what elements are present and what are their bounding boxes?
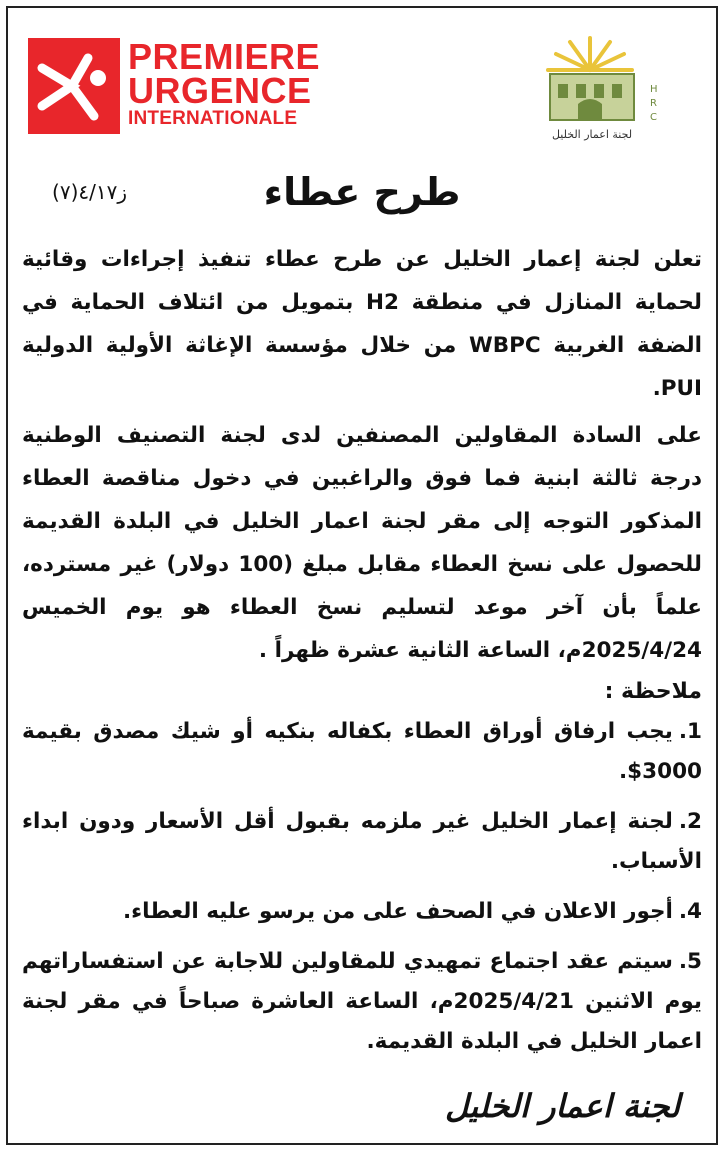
pui-emblem-icon (28, 38, 120, 134)
announcement-paragraph: تعلن لجنة إعمار الخليل عن طرح عطاء تنفيذ إجراءات وقائية لحماية المنازل في منطقة H2 بتمويل من ائتلاف الحماية في الضفة الغربية WBPC من خلال مؤسسة الإغاثة الأولية الدولية PUI. (22, 247, 703, 401)
note-number: 2. (678, 809, 702, 834)
tender-notice (6, 6, 718, 1145)
pui-logo-line2: URGENCE (128, 70, 312, 111)
page-title: طرح عطاء (263, 170, 461, 214)
svg-text:H: H (650, 84, 658, 95)
signature: لجنة اعمار الخليل (445, 1087, 680, 1125)
note-text: سيتم عقد اجتماع تمهيدي للمقاولين للاجابة عن استفساراتهم يوم الاثنين 2025/4/21م، الساعة العاشرة صباحاً في مقر لجنة اعمار الخليل في البلدة القديمة. (22, 949, 702, 1054)
note-number: 4. (678, 899, 702, 924)
hrc-emblem-icon (528, 30, 678, 150)
notice-body (22, 238, 702, 1072)
note-item (22, 892, 702, 932)
pui-logo-line1: PREMIERE (128, 36, 321, 77)
pui-logo-line3: INTERNATIONALE (128, 108, 298, 129)
hrc-logo (528, 30, 678, 150)
note-text: أجور الاعلان في الصحف على من يرسو عليه العطاء. (122, 899, 673, 924)
note-number: 5. (678, 949, 702, 974)
note-item (22, 942, 702, 1062)
note-item (22, 712, 702, 792)
note-number: 1. (678, 719, 702, 744)
svg-text:C: C (650, 112, 657, 123)
note-text: لجنة إعمار الخليل غير ملزمه بقبول أقل الأسعار ودون ابداء الأسباب. (22, 809, 702, 874)
svg-text:R: R (650, 98, 657, 109)
notes-list (22, 712, 702, 1062)
reference-number: ز٤/١٧(٧) (52, 180, 128, 204)
pui-logo (28, 38, 338, 138)
note-text: يجب ارفاق أوراق العطاء بكفاله بنكيه أو شيك مصدق بقيمة 3000$. (22, 719, 702, 784)
notes-heading: ملاحظة : (604, 679, 702, 704)
svg-text:لجنة اعمار الخليل: لجنة اعمار الخليل (551, 128, 633, 141)
instructions-paragraph: على السادة المقاولين المصنفين لدى لجنة التصنيف الوطنية درجة ثالثة ابنية فما فوق والراغبين في دخول مناقصة العطاء المذكور التوجه إلى مقر لجنة اعمار الخليل في البلدة القديمة للحصول على نسخ العطاء مقابل مبلغ (100 دولار) غير مسترده، علماً بأن آخر موعد لتسليم نسخ العطاء هو يوم الخميس 2025/4/24م، الساعة الثانية عشرة ظهراً . (22, 423, 702, 663)
note-item (22, 802, 702, 882)
